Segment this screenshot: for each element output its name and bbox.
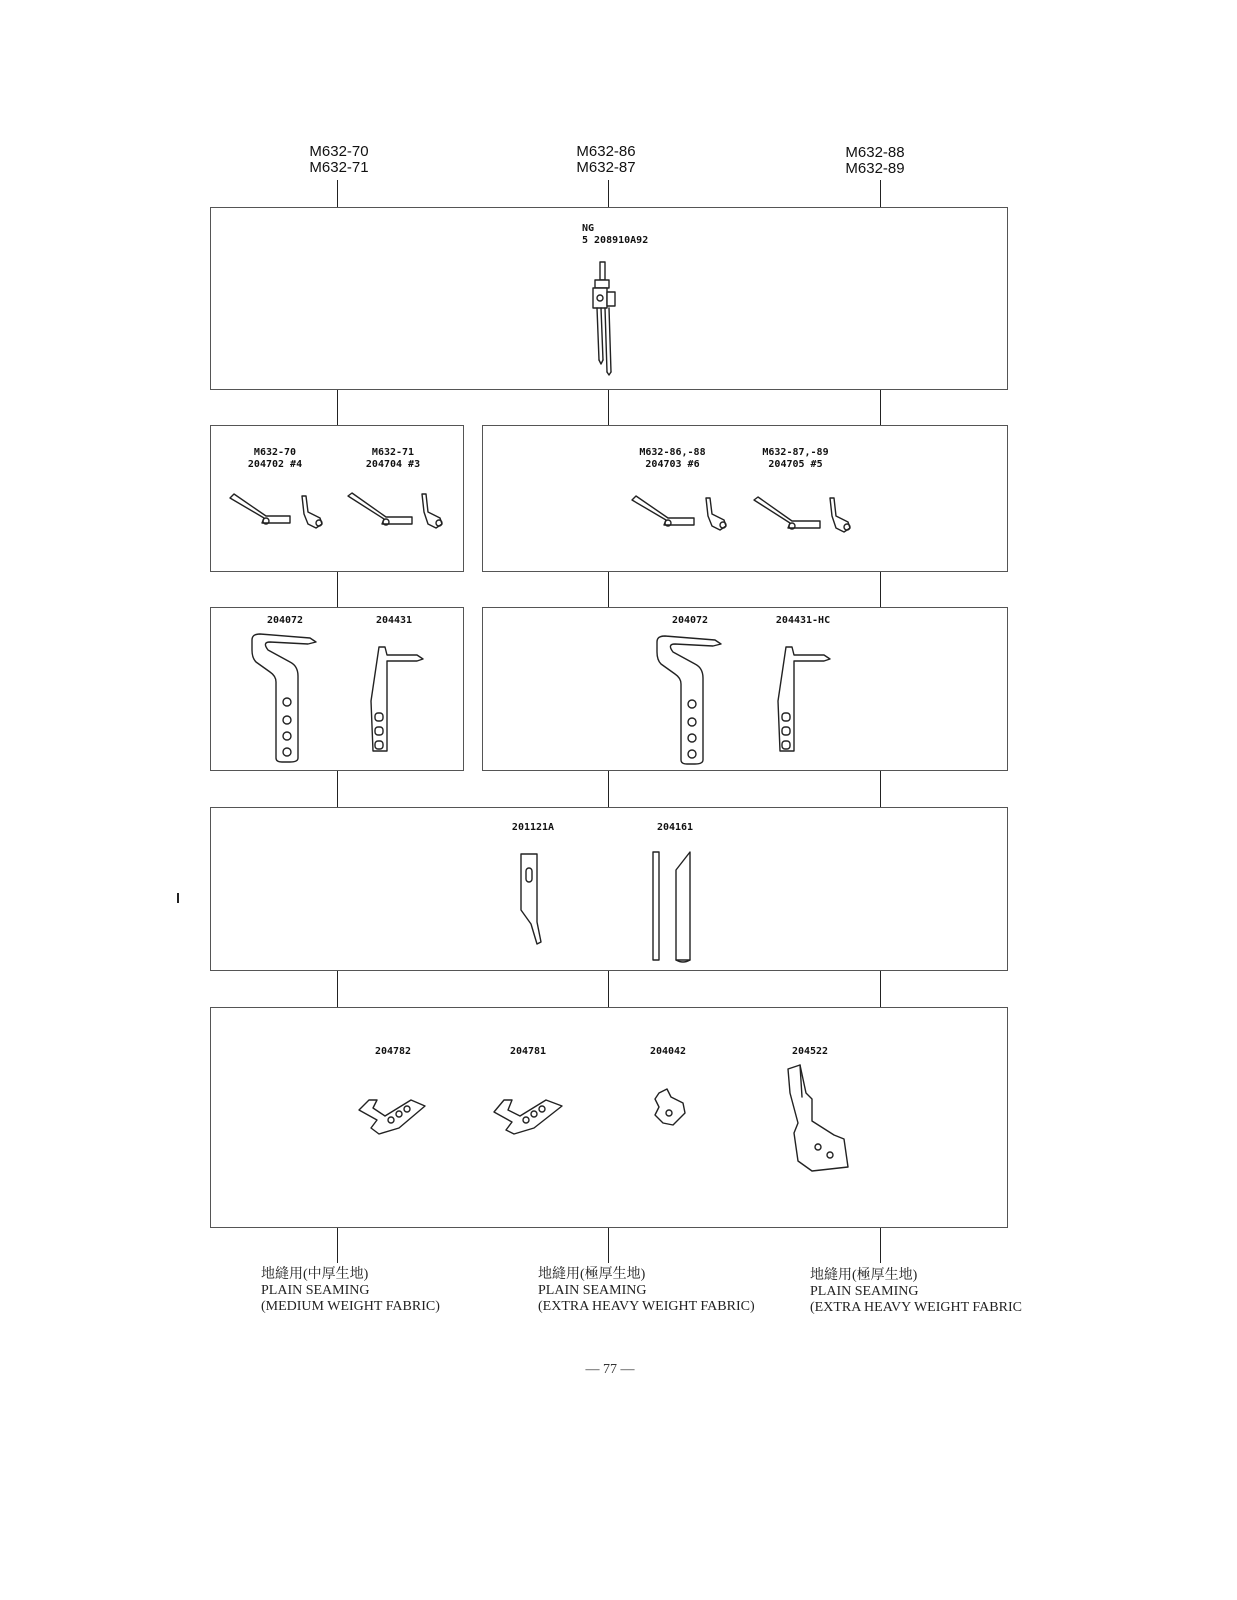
needle-code: NG: [582, 223, 595, 234]
connector-line: [608, 770, 609, 807]
model-col2-line1: M632-86: [576, 143, 636, 160]
needle-part-number: 5 208910A92: [582, 235, 649, 246]
footer-col1: [261, 1267, 440, 1315]
connector-line: [880, 1227, 881, 1263]
spreader-part-number: 204431-HC: [775, 615, 831, 626]
connector-line: [337, 1227, 338, 1263]
connector-line: [880, 770, 881, 807]
plate-illustration: [645, 1087, 695, 1137]
connector-line: [608, 1227, 609, 1263]
model-label-col2: [546, 144, 666, 176]
connector-line: [337, 970, 338, 1007]
plate-illustration: [778, 1063, 858, 1175]
looper-illustration: [346, 490, 446, 530]
knife-illustration: [515, 852, 555, 947]
looper-label-m632-86-88: [625, 447, 720, 471]
page-number: — 77 —: [585, 1362, 635, 1377]
needle-part-label: [560, 223, 702, 247]
looper-model: M632-87,-89: [762, 447, 829, 458]
looper-part-number: 204705 #5: [768, 459, 823, 470]
connector-line: [880, 970, 881, 1007]
connector-line: [337, 180, 338, 207]
presser-part-number: 204782: [374, 1046, 412, 1057]
spreader-illustration: [250, 632, 320, 764]
spreader-part-number: 204072: [671, 615, 709, 626]
connector-line: [608, 571, 609, 607]
footer-col2: [538, 1267, 755, 1315]
connector-line: [337, 389, 338, 425]
connector-line: [880, 571, 881, 607]
footer-en-fabric: (MEDIUM WEIGHT FABRIC): [261, 1299, 440, 1314]
looper-illustration: [752, 494, 856, 534]
plate-illustration: [490, 1092, 570, 1142]
spreader-illustration: [365, 645, 425, 757]
looper-part-number: 204703 #6: [645, 459, 700, 470]
knife-part-number: 201121A: [511, 822, 555, 833]
model-label-col1: [279, 144, 399, 176]
looper-illustration: [630, 492, 730, 532]
spreader-part-number: 204072: [266, 615, 304, 626]
looper-model: M632-70: [253, 447, 297, 458]
model-col1-line2: M632-71: [309, 159, 369, 176]
footer-en-fabric: (EXTRA HEAVY WEIGHT FABRIC): [538, 1299, 755, 1314]
connector-line: [608, 180, 609, 207]
spreader-illustration: [655, 634, 725, 766]
looper-part-number: 204702 #4: [247, 459, 303, 470]
connector-line: [337, 571, 338, 607]
footer-jp: 地縫用(極厚生地): [810, 1268, 918, 1283]
footer-en-title: PLAIN SEAMING: [538, 1283, 647, 1298]
footer-jp: 地縫用(中厚生地): [261, 1267, 369, 1282]
footer-col3: [810, 1268, 1022, 1316]
presser-box: [210, 1007, 1008, 1228]
knife-box: [210, 807, 1008, 971]
connector-line: [608, 970, 609, 1007]
footer-en-title: PLAIN SEAMING: [261, 1283, 370, 1298]
model-col3-line2: M632-89: [845, 160, 905, 177]
connector-line: [880, 389, 881, 425]
knife-illustration: [650, 850, 700, 965]
looper-part-number: 204704 #3: [365, 459, 421, 470]
connector-line: [880, 180, 881, 207]
spreader-box-right: [482, 607, 1008, 771]
model-col1-line1: M632-70: [309, 143, 369, 160]
presser-part-number: 204781: [509, 1046, 547, 1057]
scan-mark: [177, 893, 179, 903]
plate-illustration: [355, 1092, 435, 1142]
looper-label-m632-71: [348, 447, 438, 471]
knife-part-number: 204161: [656, 822, 694, 833]
footer-jp: 地縫用(極厚生地): [538, 1267, 646, 1282]
looper-illustration: [228, 490, 328, 530]
model-col3-line1: M632-88: [845, 144, 905, 161]
model-col2-line2: M632-87: [576, 159, 636, 176]
looper-label-m632-70: [230, 447, 320, 471]
connector-line: [608, 389, 609, 425]
connector-line: [337, 770, 338, 807]
footer-en-fabric: (EXTRA HEAVY WEIGHT FABRIC: [810, 1300, 1022, 1315]
footer-en-title: PLAIN SEAMING: [810, 1284, 919, 1299]
spreader-illustration: [772, 645, 832, 757]
model-label-col3: [815, 145, 935, 177]
presser-part-number: 204522: [791, 1046, 829, 1057]
looper-label-m632-87-89: [748, 447, 843, 471]
presser-part-number: 204042: [649, 1046, 687, 1057]
looper-box-right: [482, 425, 1008, 572]
spreader-box-left: [210, 607, 464, 771]
looper-model: M632-86,-88: [639, 447, 706, 458]
spreader-part-number: 204431: [375, 615, 413, 626]
looper-model: M632-71: [371, 447, 415, 458]
needle-illustration: [585, 262, 625, 374]
